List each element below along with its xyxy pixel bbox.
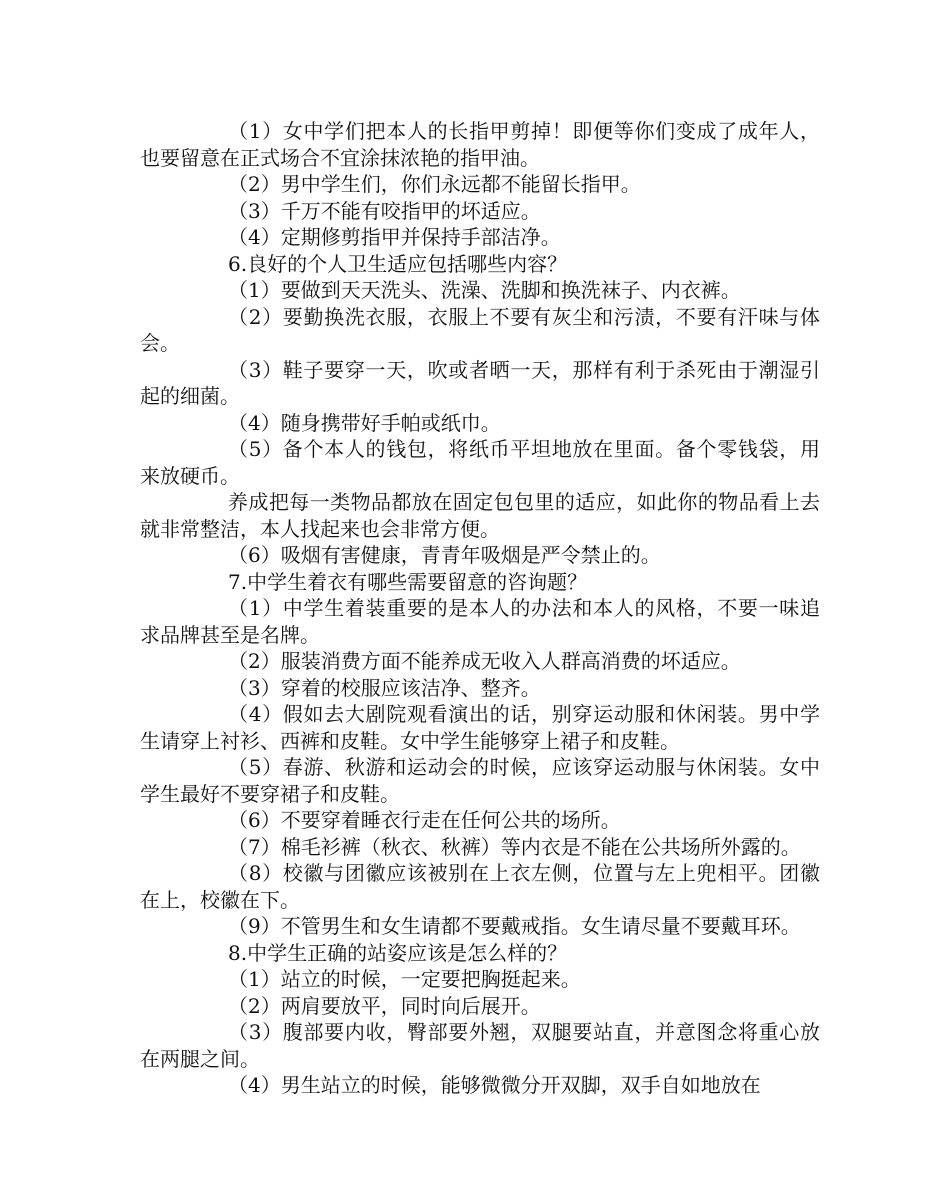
- paragraph: （1）要做到天天洗头、洗澡、洗脚和换洗袜子、内衣裤。: [228, 278, 741, 302]
- paragraph: （1）女中学们把本人的长指甲剪掉！即便等你们变成了成年人，也要留意在正式场合不宜涂抹浓艳的指甲油。: [140, 119, 820, 170]
- paragraph: （4）假如去大剧院观看演出的话，别穿运动服和休闲装。男中学生请穿上衬衫、西裤和皮鞋。女中学生能够穿上裙子和皮鞋。: [140, 702, 820, 753]
- paragraph: （3）鞋子要穿一天，吹或者晒一天，那样有利于杀死由于潮湿引起的细菌。: [140, 357, 820, 408]
- paragraph: （9）不管男生和女生请都不要戴戒指。女生请尽量不要戴耳环。: [228, 914, 801, 938]
- paragraph: （5）春游、秋游和运动会的时候，应该穿运动服与休闲装。女中学生最好不要穿裙子和皮鞋。: [140, 755, 820, 806]
- section-heading: 8.中学生正确的站姿应该是怎么样的？: [228, 940, 568, 965]
- paragraph: （4）男生站立的时候，能够微微分开双脚，双手自如地放在: [228, 1073, 761, 1097]
- paragraph: （6）吸烟有害健康，青青年吸烟是严令禁止的。: [228, 543, 661, 567]
- section-heading: 6.良好的个人卫生适应包括哪些内容？: [228, 251, 568, 276]
- paragraph: （2）男中学生们，你们永远都不能留长指甲。: [228, 172, 641, 196]
- paragraph: （4）定期修剪指甲并保持手部洁净。: [228, 225, 561, 249]
- paragraph: （2）服装消费方面不能养成无收入人群高消费的坏适应。: [228, 649, 741, 673]
- paragraph: （3）千万不能有咬指甲的坏适应。: [228, 198, 541, 223]
- paragraph: 养成把每一类物品都放在固定包包里的适应，如此你的物品看上去就非常整洁，本人找起来也会非常方便。: [140, 490, 820, 541]
- section-heading: 7.中学生着衣有哪些需要留意的咨询题？: [228, 569, 588, 594]
- paragraph: （5）备个本人的钱包，将纸币平坦地放在里面。备个零钱袋，用来放硬币。: [140, 437, 820, 488]
- document-body: [140, 118, 820, 1099]
- paragraph: （8）校徽与团徽应该被别在上衣左侧，位置与左上兜相平。团徽在上，校徽在下。: [140, 861, 820, 912]
- paragraph: （6）不要穿着睡衣行走在任何公共的场所。: [228, 808, 621, 832]
- paragraph: （2）两肩要放平，同时向后展开。: [228, 993, 541, 1018]
- paragraph: （7）棉毛衫裤（秋衣、秋裤）等内衣是不能在公共场所外露的。: [228, 834, 801, 859]
- paragraph: （1）站立的时候，一定要把胸挺起来。: [228, 967, 581, 991]
- paragraph: （3）穿着的校服应该洁净、整齐。: [228, 675, 541, 700]
- paragraph: （1）中学生着装重要的是本人的办法和本人的风格，不要一味追求品牌甚至是名牌。: [140, 596, 820, 647]
- paragraph: （3）腹部要内收，臀部要外翘，双腿要站直，并意图念将重心放在两腿之间。: [140, 1020, 820, 1071]
- paragraph: （2）要勤换洗衣服，衣服上不要有灰尘和污渍，不要有汗味与体会。: [140, 304, 820, 355]
- paragraph: （4）随身携带好手帕或纸巾。: [228, 410, 501, 435]
